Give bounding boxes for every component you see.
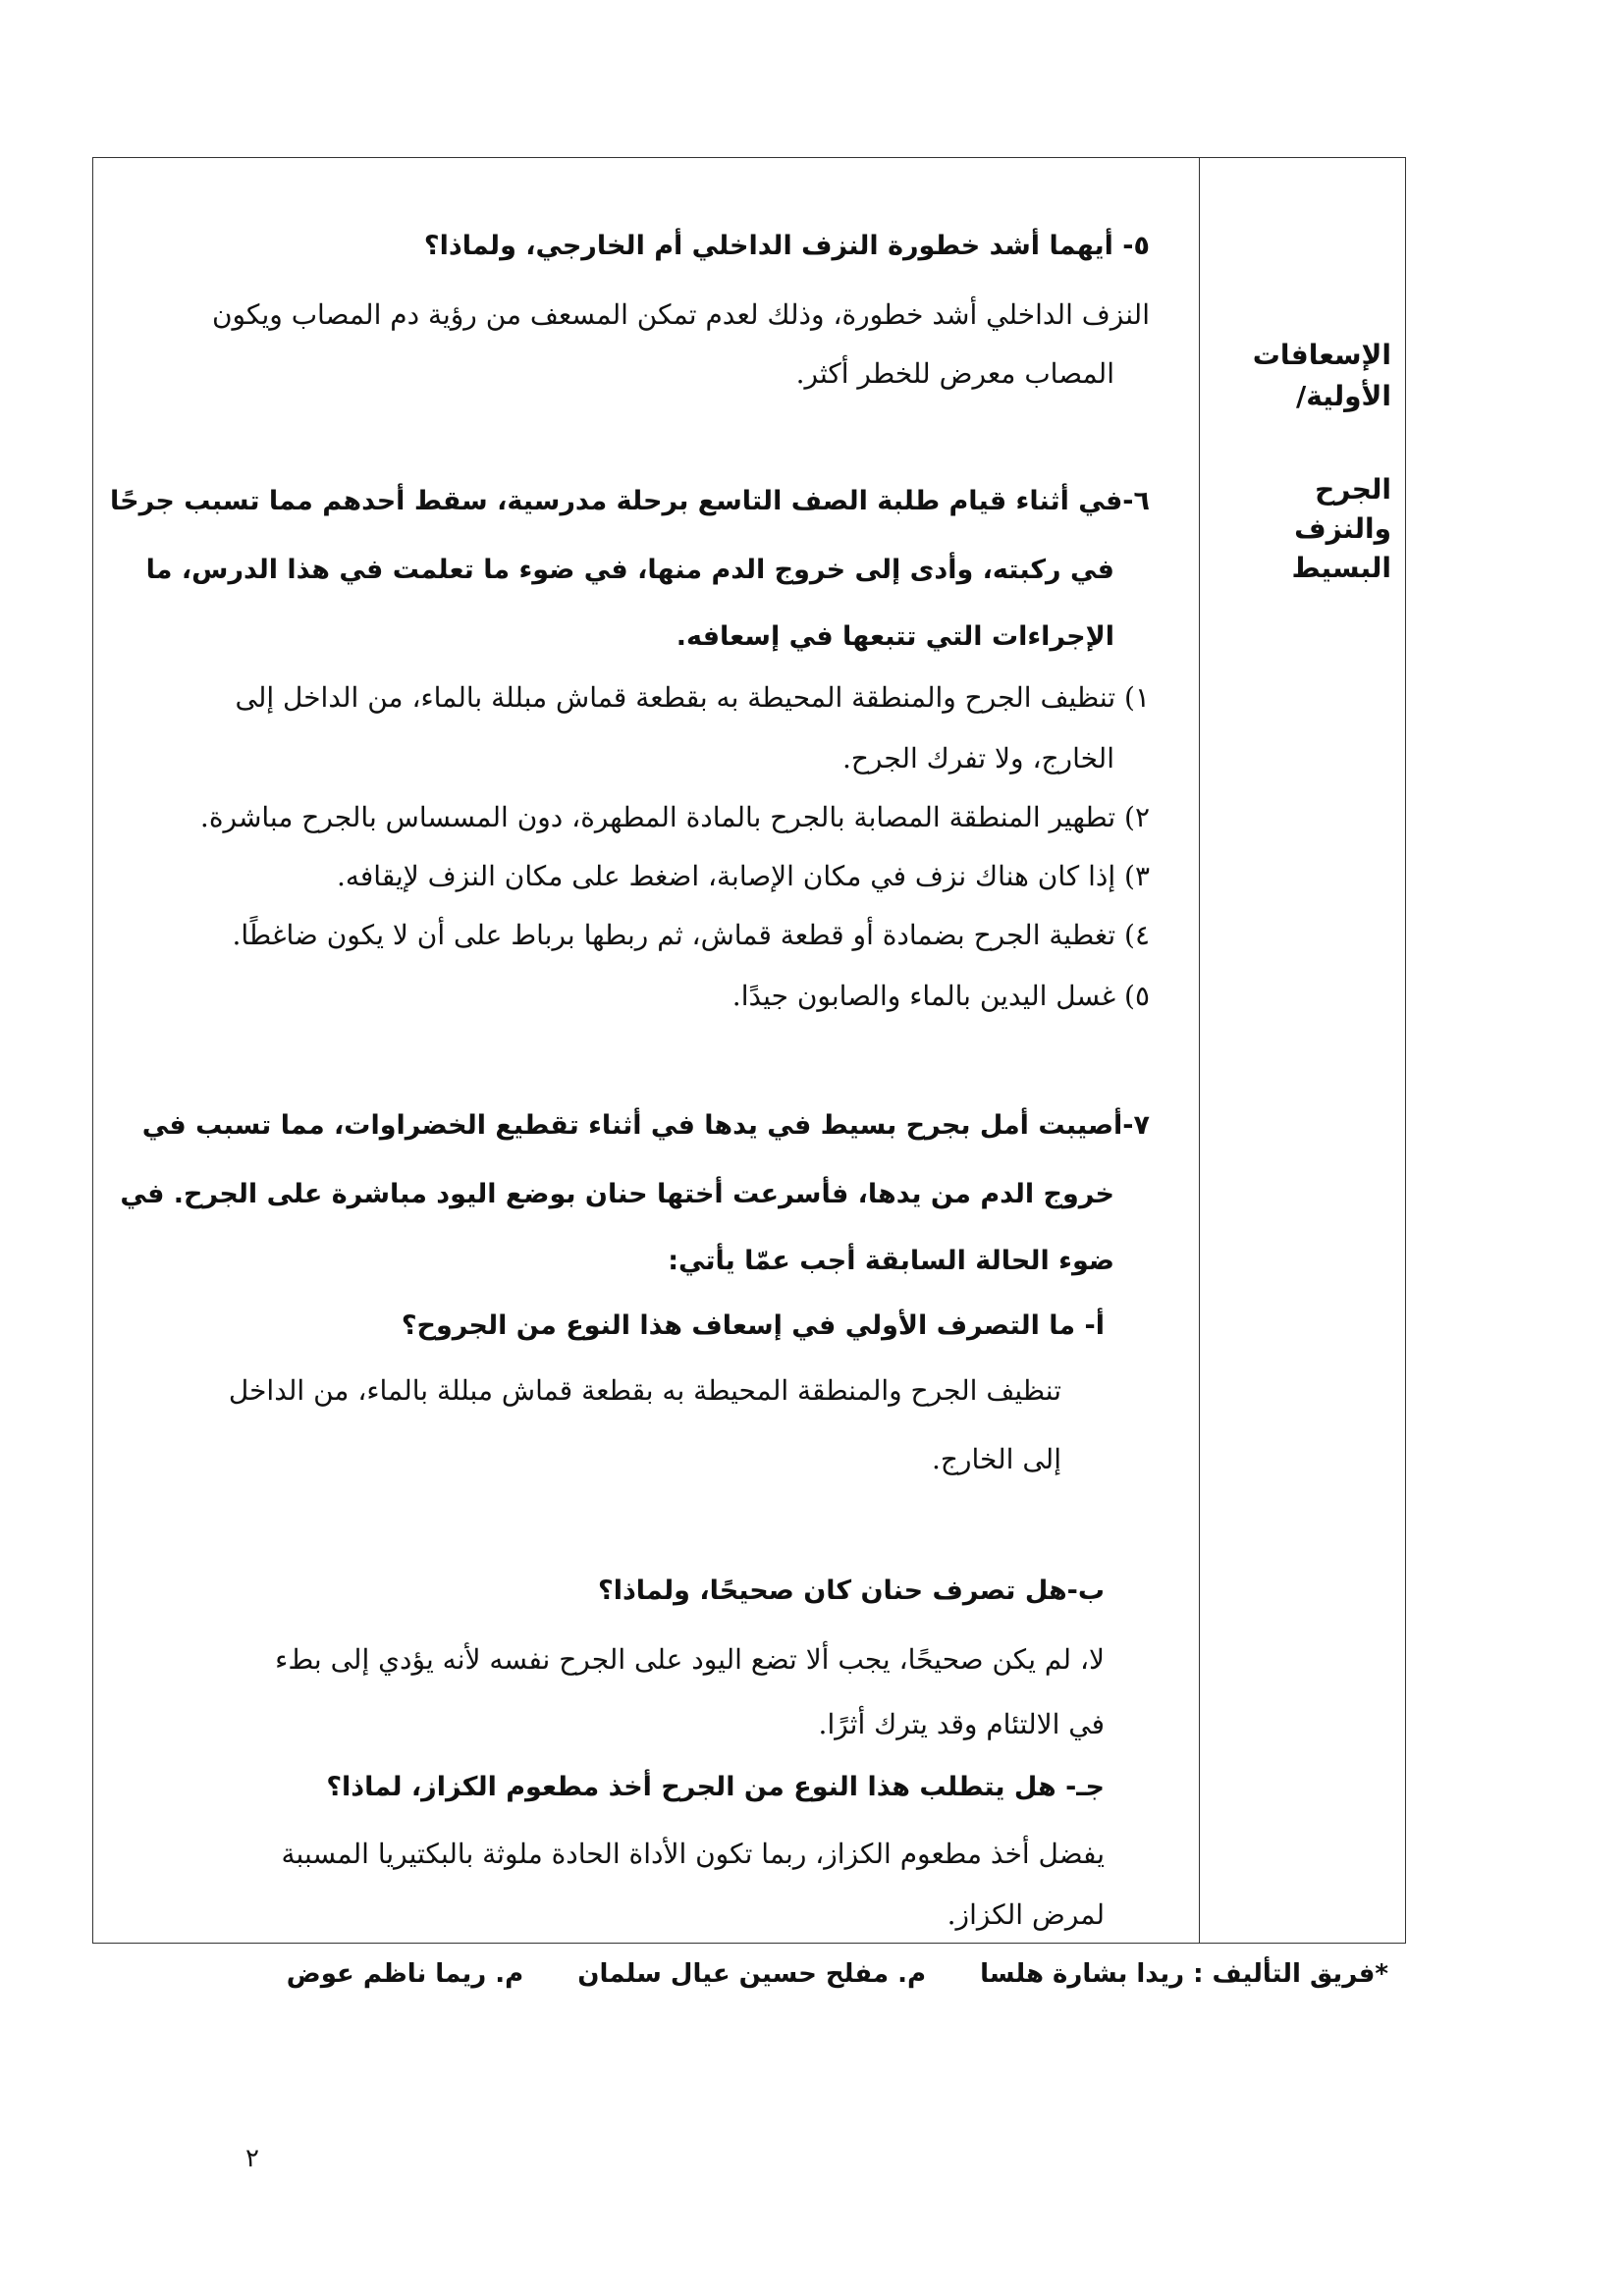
step-1-line-2: الخارج، ولا تفرك الجرح. bbox=[841, 742, 1114, 774]
question-7c: جـ- هل يتطلب هذا النوع من الجرح أخذ مطعوم الكزاز، لماذا؟ bbox=[326, 1772, 1105, 1802]
page-number: ٢ bbox=[245, 2144, 259, 2173]
author-2: م. مفلح حسين عيال سلمان bbox=[577, 1959, 927, 1989]
answer-7b-line-1: لا، لم يكن صحيحًا، يجب ألا تضع اليود على الجرح نفسه لأنه يؤدي إلى بطء bbox=[275, 1643, 1105, 1676]
step-3: ٣) إذا كان هناك نزف في مكان الإصابة، اضغط على مكان النزف لإيقافه. bbox=[337, 860, 1150, 892]
topic-label-wounds: الجرح والنزف البسيط bbox=[1291, 473, 1391, 584]
author-3: م. ريما ناظم عوض bbox=[286, 1959, 524, 1989]
question-7-line-1: ٧-أصيبت أمل بجرح بسيط في يدها في أثناء تقطيع الخضراوات، مما تسبب في bbox=[141, 1110, 1150, 1141]
content-table bbox=[92, 157, 1406, 1944]
authors-footer bbox=[242, 1959, 1388, 1989]
question-7b: ب-هل تصرف حنان كان صحيحًا، ولماذا؟ bbox=[598, 1575, 1105, 1606]
step-2: ٢) تطهير المنطقة المصابة بالجرح بالمادة المطهرة، دون المسساس بالجرح مباشرة. bbox=[199, 801, 1150, 833]
topic-column bbox=[1199, 158, 1405, 1943]
step-4: ٤) تغطية الجرح بضمادة أو قطعة قماش، ثم ربطها برباط على أن لا يكون ضاغطًا. bbox=[232, 919, 1150, 951]
question-7-line-2: خروج الدم من يدها، فأسرعت أختها حنان بوضع اليود مباشرة على الجرح. في bbox=[120, 1179, 1114, 1209]
answer-5-line-1: النزف الداخلي أشد خطورة، وذلك لعدم تمكن المسعف من رؤية دم المصاب ويكون bbox=[211, 298, 1150, 331]
question-7-line-3: ضوء الحالة السابقة أجب عمّا يأتي: bbox=[668, 1246, 1114, 1276]
question-6-line-1: ٦-في أثناء قيام طلبة الصف التاسع برحلة مدرسية، سقط أحدهم مما تسبب جرحًا bbox=[110, 486, 1150, 516]
answer-7a-line-1: تنظيف الجرح والمنطقة المحيطة به بقطعة قماش مبللة بالماء، من الداخل bbox=[228, 1374, 1061, 1407]
answer-5-line-2: المصاب معرض للخطر أكثر. bbox=[795, 357, 1114, 390]
answer-7c-line-1: يفضل أخذ مطعوم الكزاز، ربما تكون الأداة الحادة ملوثة بالبكتيريا المسببة bbox=[281, 1838, 1105, 1870]
step-5: ٥) غسل اليدين بالماء والصابون جيدًا. bbox=[731, 980, 1150, 1012]
answer-7a-line-2: إلى الخارج. bbox=[932, 1443, 1061, 1475]
answer-7c-line-2: لمرض الكزاز. bbox=[947, 1898, 1105, 1931]
authors-label: *فريق التأليف : ريدا بشارة هلسا bbox=[980, 1959, 1388, 1989]
question-7a: أ- ما التصرف الأولي في إسعاف هذا النوع من الجروح؟ bbox=[401, 1310, 1105, 1341]
question-6-line-2: في ركبته، وأدى إلى خروج الدم منها، في ضوء ما تعلمت في هذا الدرس، ما bbox=[145, 555, 1114, 585]
question-6-line-3: الإجراءات التي تتبعها في إسعافه. bbox=[676, 621, 1114, 652]
step-1-line-1: ١) تنظيف الجرح والمنطقة المحيطة به بقطعة قماش مبللة بالماء، من الداخل إلى bbox=[235, 681, 1150, 714]
question-5: ٥- أيهما أشد خطورة النزف الداخلي أم الخارجي، ولماذا؟ bbox=[423, 231, 1150, 261]
topic-label-first-aid: الإسعافات الأولية/ bbox=[1252, 339, 1391, 412]
answer-7b-line-2: في الالتئام وقد يترك أثرًا. bbox=[818, 1708, 1105, 1740]
